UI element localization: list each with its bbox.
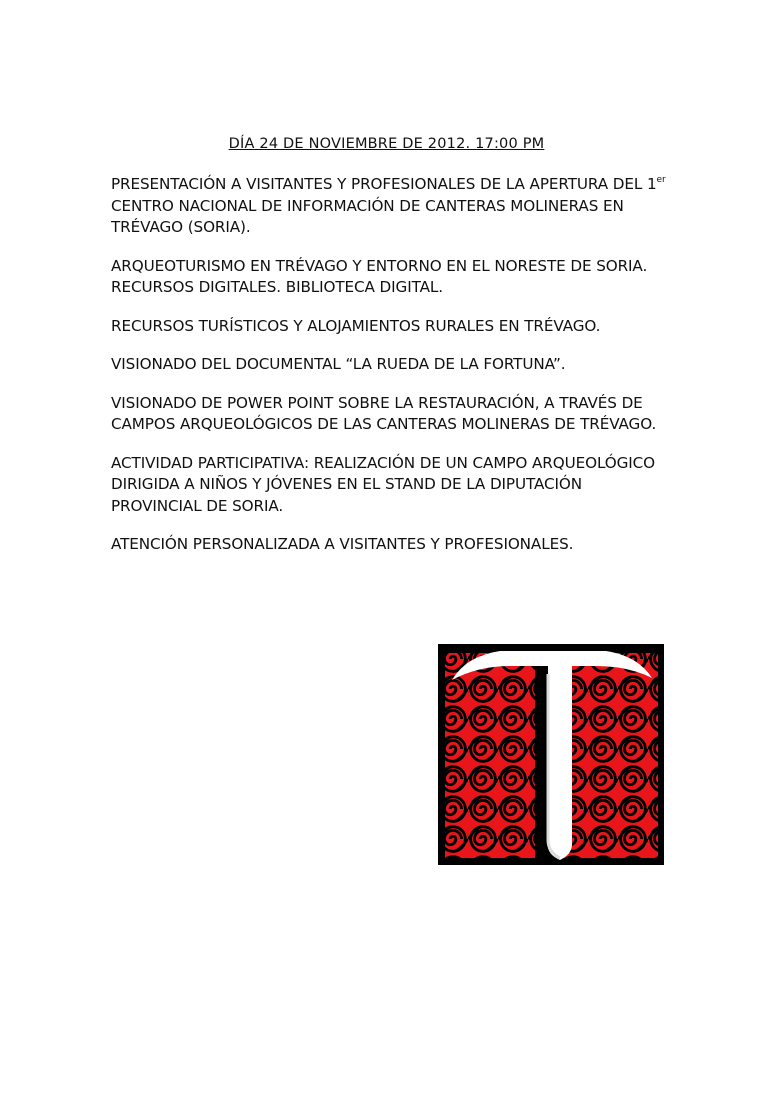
program-item-presentation [111, 174, 671, 239]
program-list [111, 174, 671, 573]
program-item-documentary: VISIONADO DEL DOCUMENTAL “LA RUEDA DE LA FORTUNA”. [111, 355, 566, 373]
ordinal-superscript: er [656, 175, 666, 185]
program-item-tourist-resources: RECURSOS TURÍSTICOS Y ALOJAMIENTOS RURALES EN TRÉVAGO. [111, 316, 601, 335]
celtic-knot-letter-t-icon [438, 644, 664, 865]
event-date-heading: DÍA 24 DE NOVIEMBRE DE 2012. 17:00 PM [228, 136, 545, 152]
program-item-personal-attention: ATENCIÓN PERSONALIZADA A VISITANTES Y PROFESIONALES. [111, 535, 574, 553]
program-item-power-point: VISIONADO DE POWER POINT SOBRE LA RESTAURACIÓN, A TRAVÉS DE CAMPOS ARQUEOLÓGICOS DE LAS CANTERAS MOLINERAS DE TRÉVAGO. [111, 393, 657, 433]
program-item-text: CENTRO NACIONAL DE INFORMACIÓN DE CANTERAS MOLINERAS EN TRÉVAGO (SORIA). [111, 196, 624, 236]
program-item-participative-activity: ACTIVIDAD PARTICIPATIVA: REALIZACIÓN DE UN CAMPO ARQUEOLÓGICO DIRIGIDA A NIÑOS Y JÓVENES EN EL STAND DE LA DIPUTACIÓN PROVINCIAL DE SORIA. [111, 453, 656, 515]
program-item-text: PRESENTACIÓN A VISITANTES Y PROFESIONALES DE LA APERTURA DEL 1 [111, 175, 657, 193]
program-item-archaeotourism: ARQUEOTURISMO EN TRÉVAGO Y ENTORNO EN EL NORESTE DE SORIA. RECURSOS DIGITALES. BIBLIOTECA DIGITAL. [111, 256, 648, 296]
